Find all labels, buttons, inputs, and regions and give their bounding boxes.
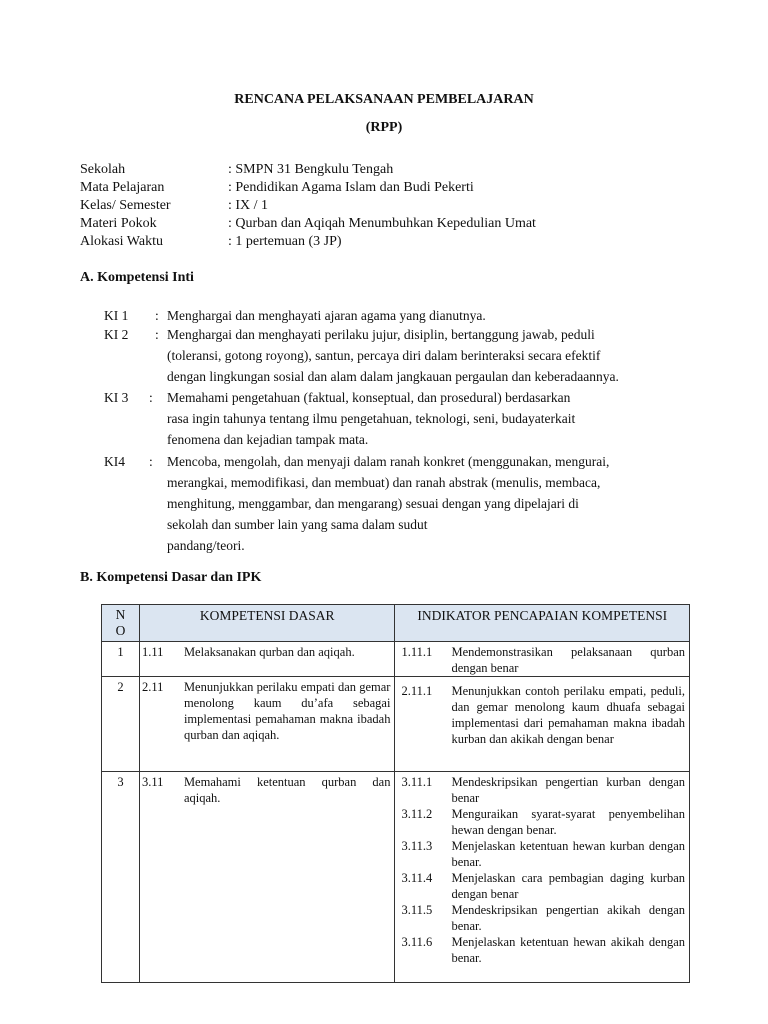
kd-number: 2.11 <box>141 680 164 694</box>
table-header-row <box>102 605 690 642</box>
info-label: Mata Pelajaran <box>80 180 165 195</box>
indicator-number: 3.11.5 <box>401 903 433 917</box>
section-heading-kompetensi-inti: A. Kompetensi Inti <box>80 270 194 285</box>
ki-line: fenomena dan kejadian tampak mata. <box>167 432 369 447</box>
indicator-text: Mendeskripsikan pengertian akikah dengan benar. <box>451 903 685 933</box>
indicator-number: 1.11.1 <box>401 645 433 659</box>
row-no: 1 <box>102 642 140 677</box>
ki-colon: : <box>155 327 159 342</box>
info-value: : Pendidikan Agama Islam dan Budi Pekerti <box>228 180 474 195</box>
ipk-cell <box>395 677 690 772</box>
indicator-number: 3.11.4 <box>401 871 433 885</box>
info-label: Alokasi Waktu <box>80 234 163 249</box>
ki-line: Memahami pengetahuan (faktual, konseptual, dan prosedural) berdasarkan <box>167 390 571 405</box>
kd-cell <box>139 642 395 677</box>
indicator-number: 3.11.2 <box>401 807 433 821</box>
indicator-item <box>395 838 689 870</box>
info-value: : IX / 1 <box>228 198 269 213</box>
ki-line: menghitung, menggambar, dan mengarang) sesuai dengan yang dipelajari di <box>167 496 579 511</box>
ki-line: Menghargai dan menghayati ajaran agama yang dianutnya. <box>167 308 486 323</box>
indicator-item <box>395 934 689 966</box>
section-heading-kompetensi-dasar: B. Kompetensi Dasar dan IPK <box>80 570 262 585</box>
indicator-text: Menunjukkan contoh perilaku empati, peduli, dan gemar menolong kaum dhuafa sebagai implementasi dari pemahaman makna ibadah kurban dan akikah dengan benar <box>451 684 685 746</box>
header-no <box>102 605 140 642</box>
table-row <box>102 677 690 772</box>
kd-text: Melaksanakan qurban dan aqiqah. <box>183 645 355 659</box>
ki-line: dengan lingkungan sosial dan alam dalam jangkauan pergaulan dan keberadaannya. <box>167 369 619 384</box>
row-no: 2 <box>102 677 140 772</box>
ki-text <box>167 387 678 450</box>
info-value: : SMPN 31 Bengkulu Tengah <box>228 162 394 177</box>
ki-code: KI 3 <box>104 390 129 405</box>
indicator-text: Menjelaskan ketentuan hewan kurban dengan benar. <box>451 839 685 869</box>
kd-text: Menunjukkan perilaku empati dan gemar menolong kaum du’afa sebagai implementasi pemahaman makna ibadah qurban dan aqiqah. <box>183 680 391 742</box>
indicator-number: 3.11.6 <box>401 935 433 949</box>
ki-line: Mencoba, mengolah, dan menyaji dalam ranah konkret (menggunakan, mengurai, <box>167 454 610 469</box>
document-title: RENCANA PELAKSANAAN PEMBELAJARAN <box>234 92 534 107</box>
indicator-item <box>395 644 689 676</box>
info-label: Kelas/ Semester <box>80 198 171 213</box>
info-value: : 1 pertemuan (3 JP) <box>228 234 342 249</box>
ki-text <box>167 324 678 387</box>
indicator-item <box>395 870 689 902</box>
ki-colon: : <box>149 454 153 469</box>
ki-text <box>167 451 678 556</box>
indicator-text: Mendeskripsikan pengertian kurban dengan benar <box>451 775 685 805</box>
ki-line: sekolah dan sumber lain yang sama dalam sudut <box>167 517 428 532</box>
ki-line: (toleransi, gotong royong), santun, percaya diri dalam berinteraksi secara efektif <box>167 348 601 363</box>
indicator-text: Menjelaskan cara pembagian daging kurban dengan benar <box>451 871 685 901</box>
ki-colon: : <box>155 308 159 323</box>
info-value: : Qurban dan Aqiqah Menumbuhkan Kepedulian Umat <box>228 216 536 231</box>
indicator-item <box>395 806 689 838</box>
ipk-cell <box>395 642 690 677</box>
indicator-text: Menjelaskan ketentuan hewan akikah dengan benar. <box>451 935 685 965</box>
table-row <box>102 772 690 983</box>
table-row <box>102 642 690 677</box>
info-label: Materi Pokok <box>80 216 157 231</box>
indicator-text: Mendemonstrasikan pelaksanaan qurban dengan benar <box>451 645 685 675</box>
ki-code: KI4 <box>104 454 125 469</box>
indicator-text: Menguraikan syarat-syarat penyembelihan hewan dengan benar. <box>451 807 685 837</box>
ki-line: rasa ingin tahunya tentang ilmu pengetahuan, teknologi, seni, budayaterkait <box>167 411 576 426</box>
indicator-item <box>395 683 689 747</box>
header-no-label: N O <box>115 607 126 638</box>
ki-line: merangkai, memodifikasi, dan membuat) dan ranah abstrak (menulis, membaca, <box>167 475 601 490</box>
ki-code: KI 1 <box>104 308 129 323</box>
kd-number: 1.11 <box>141 645 164 659</box>
kd-cell <box>139 772 395 983</box>
indicator-number: 3.11.1 <box>401 775 433 789</box>
document-subtitle: (RPP) <box>365 120 403 135</box>
kd-text: Memahami ketentuan qurban dan aqiqah. <box>183 775 391 805</box>
ki-code: KI 2 <box>104 327 129 342</box>
kd-ipk-table <box>101 604 690 983</box>
ki-line: pandang/teori. <box>167 538 245 553</box>
ki-text <box>167 305 678 326</box>
indicator-item <box>395 774 689 806</box>
kd-number: 3.11 <box>141 775 164 789</box>
indicator-item <box>395 902 689 934</box>
indicator-number: 2.11.1 <box>401 684 433 698</box>
indicator-number: 3.11.3 <box>401 839 433 853</box>
info-label: Sekolah <box>80 162 126 177</box>
ki-line: Menghargai dan menghayati perilaku jujur, disiplin, bertanggung jawab, peduli <box>167 327 595 342</box>
header-indikator: INDIKATOR PENCAPAIAN KOMPETENSI <box>395 605 690 642</box>
header-kompetensi-dasar: KOMPETENSI DASAR <box>139 605 395 642</box>
ipk-cell <box>395 772 690 983</box>
row-no: 3 <box>102 772 140 983</box>
kd-cell <box>139 677 395 772</box>
ki-colon: : <box>149 390 153 405</box>
